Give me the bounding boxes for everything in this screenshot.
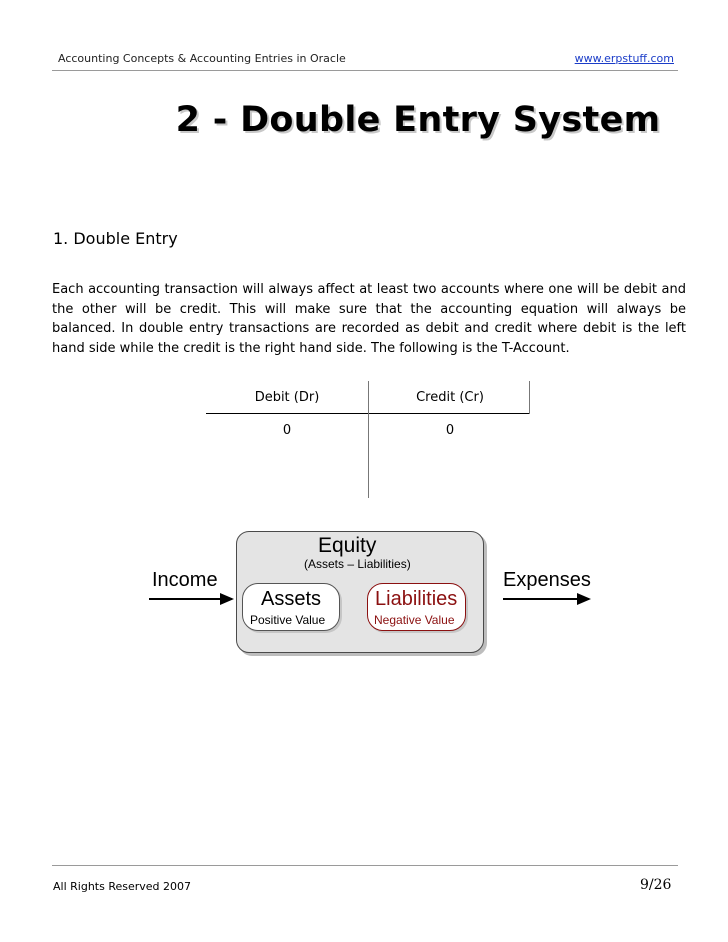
arrow-head-icon [577, 593, 591, 605]
assets-label: Assets [261, 588, 322, 610]
liabilities-label: Liabilities [375, 588, 458, 610]
equity-formula: (Assets – Liabilities) [304, 557, 411, 571]
debit-header: Debit (Dr) [254, 390, 320, 405]
expenses-label: Expenses [503, 569, 591, 591]
debit-value: 0 [282, 423, 292, 438]
liabilities-sub-label: Negative Value [374, 613, 455, 627]
body-paragraph: Each accounting transaction will always affect at least two accounts where one will be debit and the other will be credit. This will make sure that the accounting equation will always be balanced. In double entry transactions are recorded as debit and credit where debit is the left hand side while the credit is the right hand side. The following is the T-Account. [52, 282, 686, 356]
expenses-arrow [503, 598, 589, 600]
footer-divider [52, 865, 678, 866]
income-label: Income [152, 569, 218, 591]
credit-header: Credit (Cr) [416, 390, 484, 405]
income-arrow [149, 598, 232, 600]
credit-value: 0 [445, 423, 455, 438]
equity-label: Equity [318, 534, 377, 557]
copyright-text: All Rights Reserved 2007 [53, 880, 192, 893]
arrow-head-icon [220, 593, 234, 605]
page-number: 9/26 [640, 877, 672, 893]
page-title: 2 - Double Entry System [175, 100, 661, 140]
document-title: Accounting Concepts & Accounting Entries in Oracle [58, 52, 346, 65]
assets-sub-label: Positive Value [250, 613, 326, 627]
section-heading: 1. Double Entry [53, 229, 178, 248]
website-link[interactable]: www.erpstuff.com [574, 52, 674, 65]
